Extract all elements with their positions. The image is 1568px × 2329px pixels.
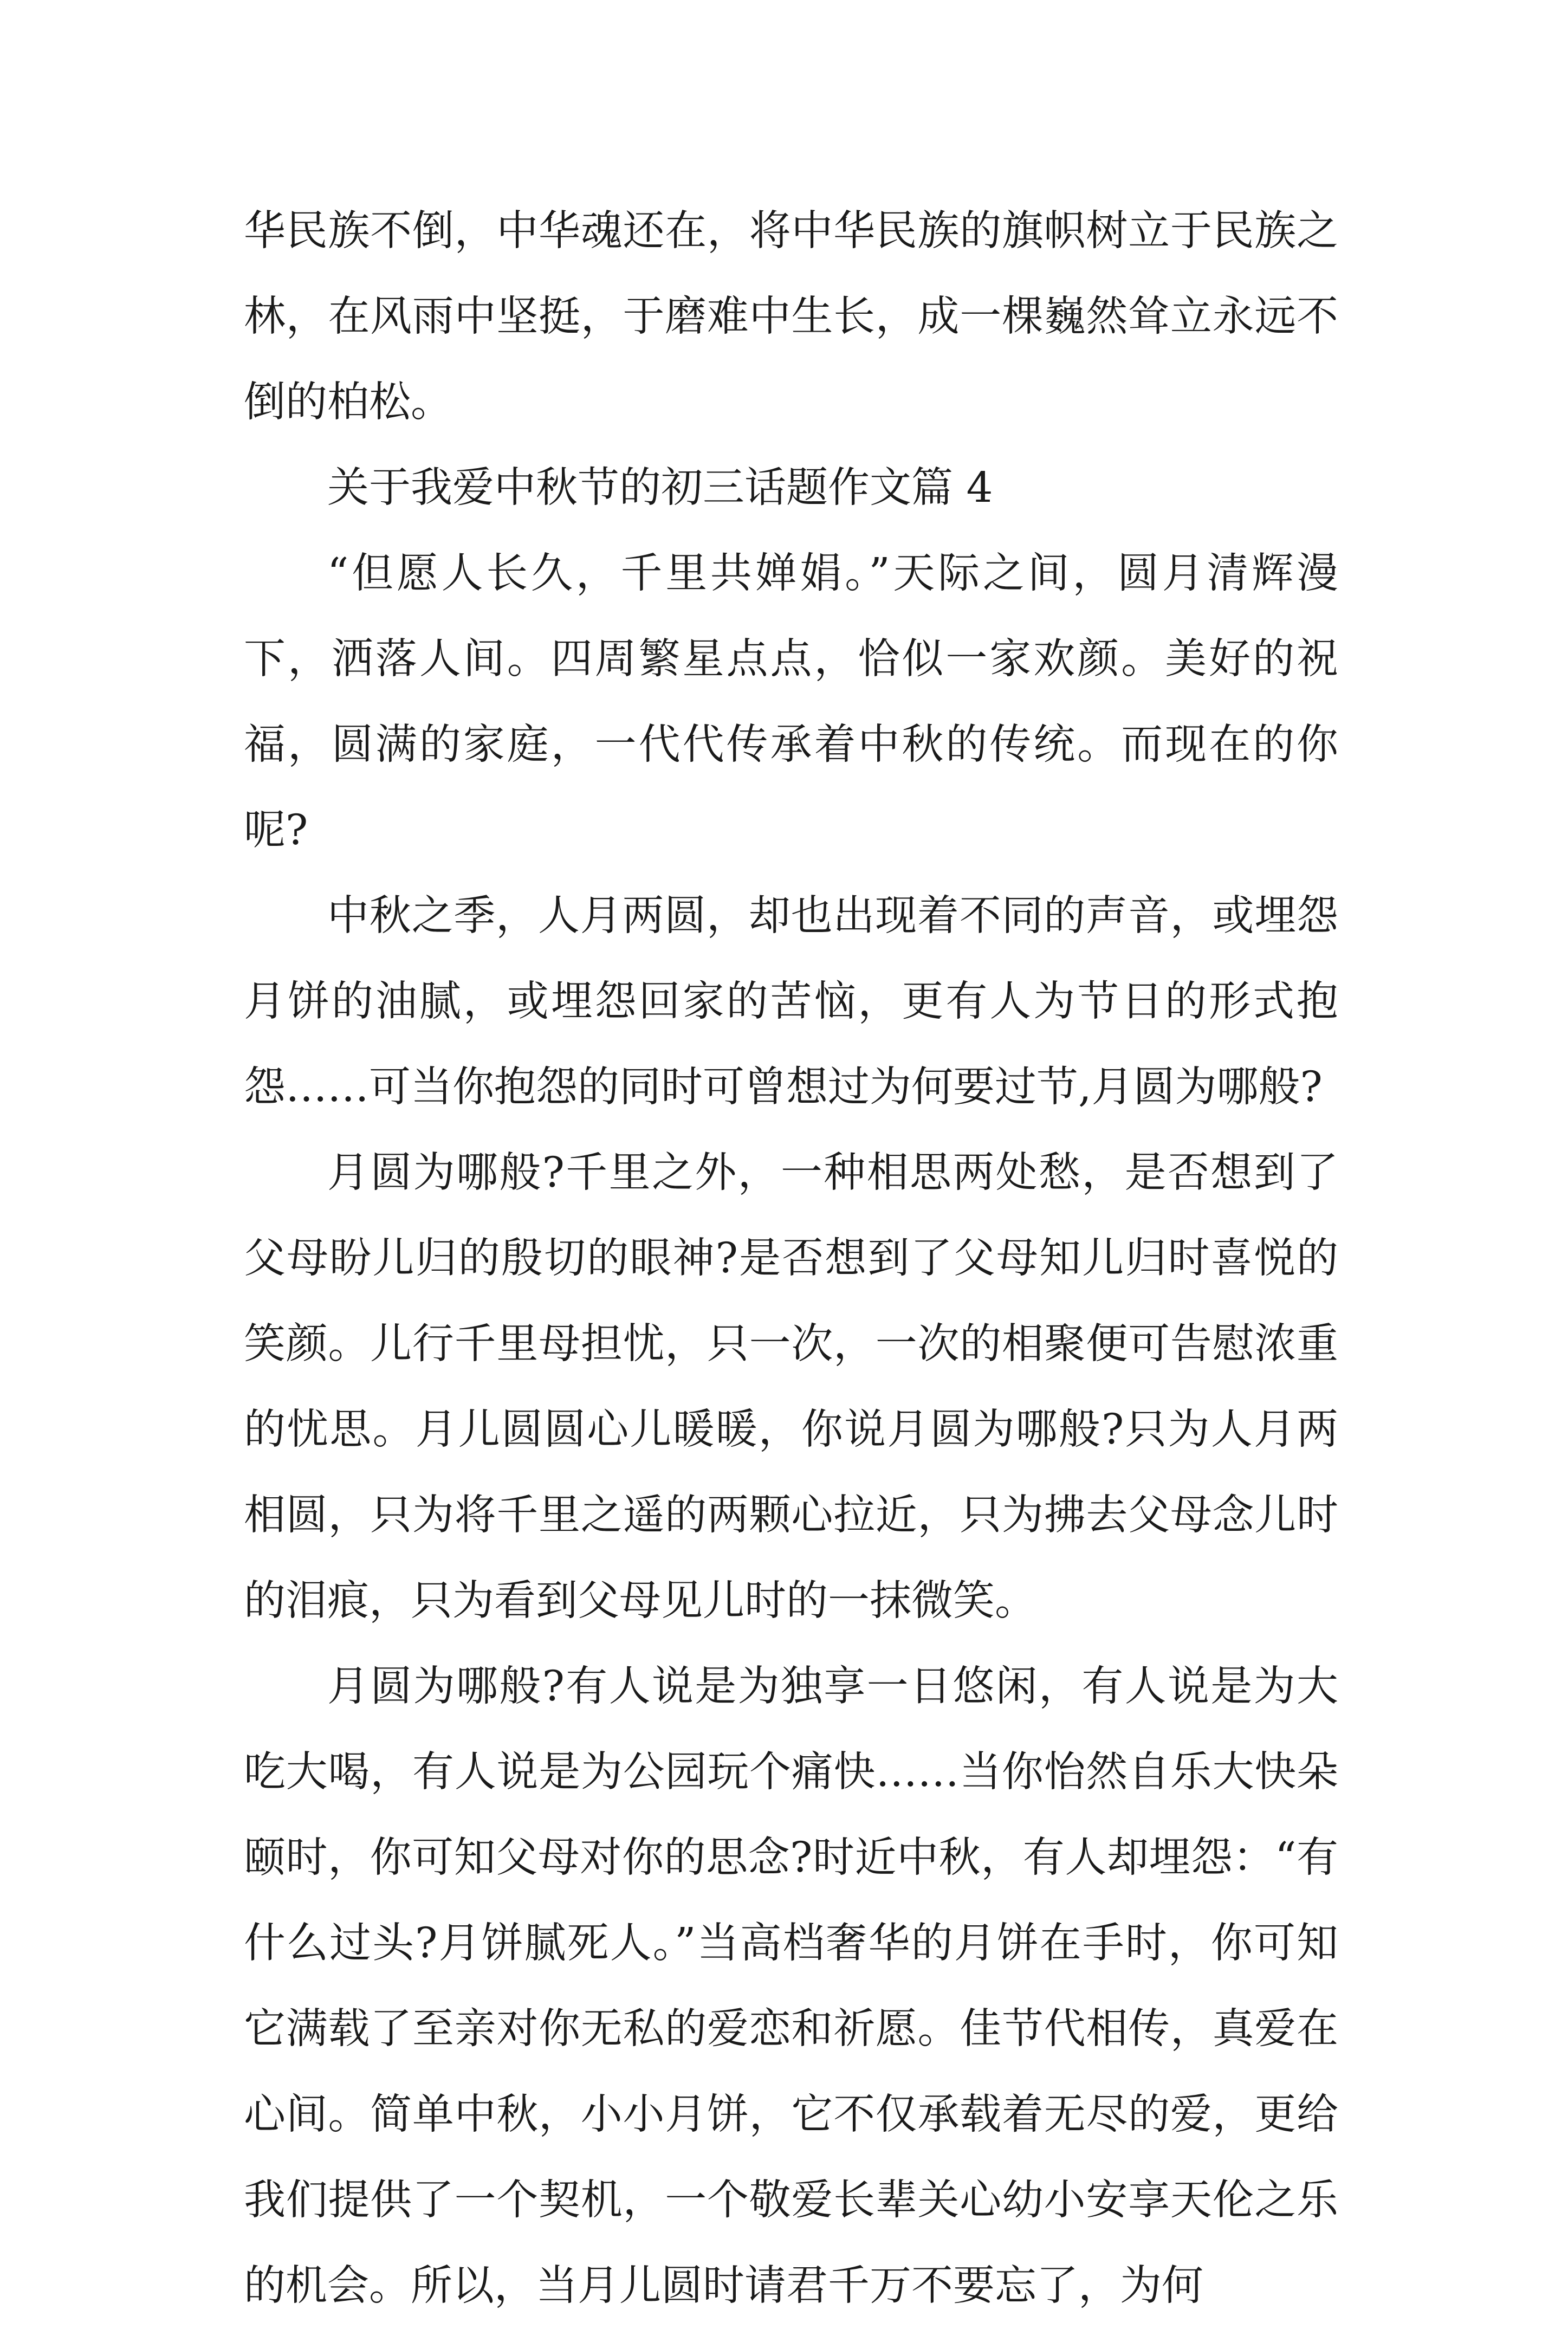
- body-paragraph-1: “但愿人长久，千里共婵娟。”天际之间，圆月清辉漫下，洒落人间。四周繁星点点，恰似一家欢颜。美好的祝福，圆满的家庭，一代代传承着中秋的传统。而现在的你呢?: [244, 549, 1338, 855]
- continuation-paragraph: 华民族不倒，中华魂还在，将中华民族的旗帜树立于民族之林，在风雨中坚挺，于磨难中生长，成一棵巍然耸立永远不倒的柏松。: [244, 207, 1338, 426]
- body-paragraph-2: 中秋之季，人月两圆，却也出现着不同的声音，或埋怨月饼的油腻，或埋怨回家的苦恼，更有人为节日的形式抱怨……可当你抱怨的同时可曾想过为何要过节,月圆为哪般?: [244, 892, 1338, 1111]
- body-paragraph-3: 月圆为哪般?千里之外，一种相思两处愁，是否想到了父母盼儿归的殷切的眼神?是否想到了父母知儿归时喜悦的笑颜。儿行千里母担忧，只一次，一次的相聚便可告慰浓重的忧思。月儿圆圆心儿暖暖，你说月圆为哪般?只为人月两相圆，只为将千里之遥的两颗心拉近，只为拂去父母念儿时的泪痕，只为看到父母见儿时的一抹微笑。: [244, 1149, 1338, 1625]
- document-body: [244, 189, 1338, 2329]
- section-heading: 关于我爱中秋节的初三话题作文篇 4: [327, 464, 993, 512]
- body-paragraph-4: 月圆为哪般?有人说是为独享一日悠闲，有人说是为大吃大喝，有人说是为公园玩个痛快……当你怡然自乐大快朵颐时，你可知父母对你的思念?时近中秋，有人却埋怨：“有什么过头?月饼腻死人。”当高档奢华的月饼在手时，你可知它满载了至亲对你无私的爱恋和祈愿。佳节代相传，真爱在心间。简单中秋，小小月饼，它不仅承载着无尽的爱，更给我们提供了一个契机，一个敬爱长辈关心幼小安享天伦之乐的机会。所以，当月儿圆时请君千万不要忘了，为何: [244, 1662, 1338, 2310]
